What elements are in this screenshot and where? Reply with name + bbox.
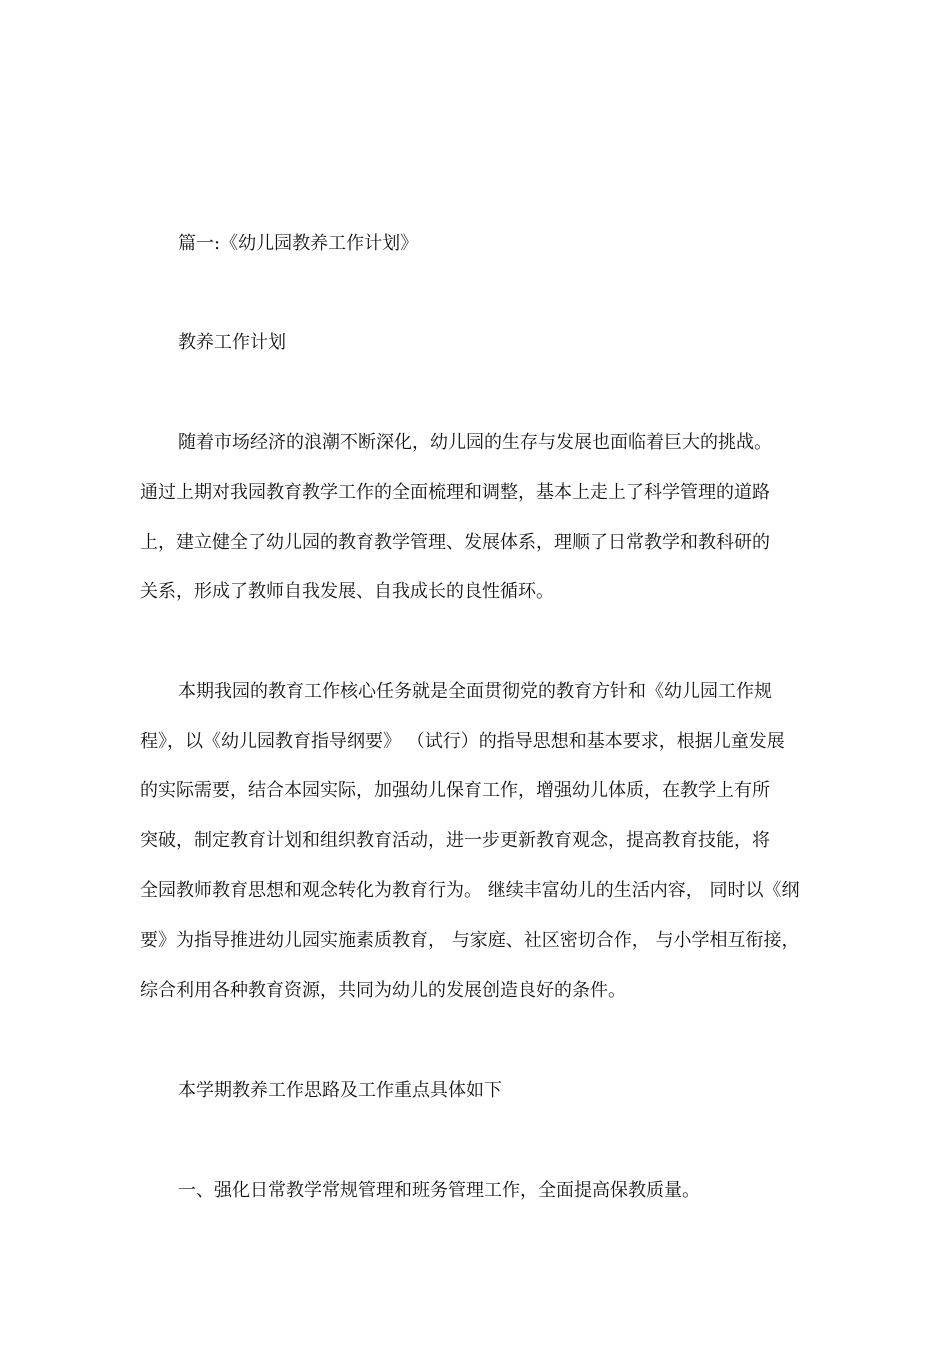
section-intro: 本学期教养工作思路及工作重点具体如下: [178, 1080, 502, 1101]
paragraph-2-line-6: 要》为指导推进幼儿园实施素质教育， 与家庭、社区密切合作， 与小学相互衔接，: [140, 930, 800, 951]
paragraph-2-line-2: 程》，以《幼儿园教育指导纲要》 （试行）的指导思想和基本要求，根据儿童发展: [140, 731, 785, 752]
document-subtitle: 教养工作计划: [178, 332, 286, 353]
paragraph-1-line-2: 通过上期对我园教育教学工作的全面梳理和调整，基本上走上了科学管理的道路: [140, 482, 770, 503]
paragraph-1-line-1: 随着市场经济的浪潮不断深化，幼儿园的生存与发展也面临着巨大的挑战。: [178, 432, 772, 453]
paragraph-2-line-3: 的实际需要，结合本园实际，加强幼儿保育工作，增强幼儿体质，在教学上有所: [140, 780, 770, 801]
document-heading: 篇一:《幼儿园教养工作计划》: [178, 233, 419, 254]
paragraph-2-line-1: 本期我园的教育工作核心任务就是全面贯彻党的教育方针和《幼儿园工作规: [178, 681, 772, 702]
paragraph-2-line-4: 突破，制定教育计划和组织教育活动，进一步更新教育观念，提高教育技能，将: [140, 830, 770, 851]
paragraph-1-line-3: 上，建立健全了幼儿园的教育教学管理、发展体系，理顺了日常教学和教科研的: [140, 532, 770, 553]
paragraph-2-line-5: 全园教师教育思想和观念转化为教育行为。 继续丰富幼儿的生活内容， 同时以《纲: [140, 880, 800, 901]
paragraph-2-line-7: 综合利用各种教育资源，共同为幼儿的发展创造良好的条件。: [140, 980, 626, 1001]
section-one-heading: 一、强化日常教学常规管理和班务管理工作，全面提高保教质量。: [178, 1180, 700, 1201]
paragraph-1-line-4: 关系，形成了教师自我发展、自我成长的良性循环。: [140, 581, 554, 602]
